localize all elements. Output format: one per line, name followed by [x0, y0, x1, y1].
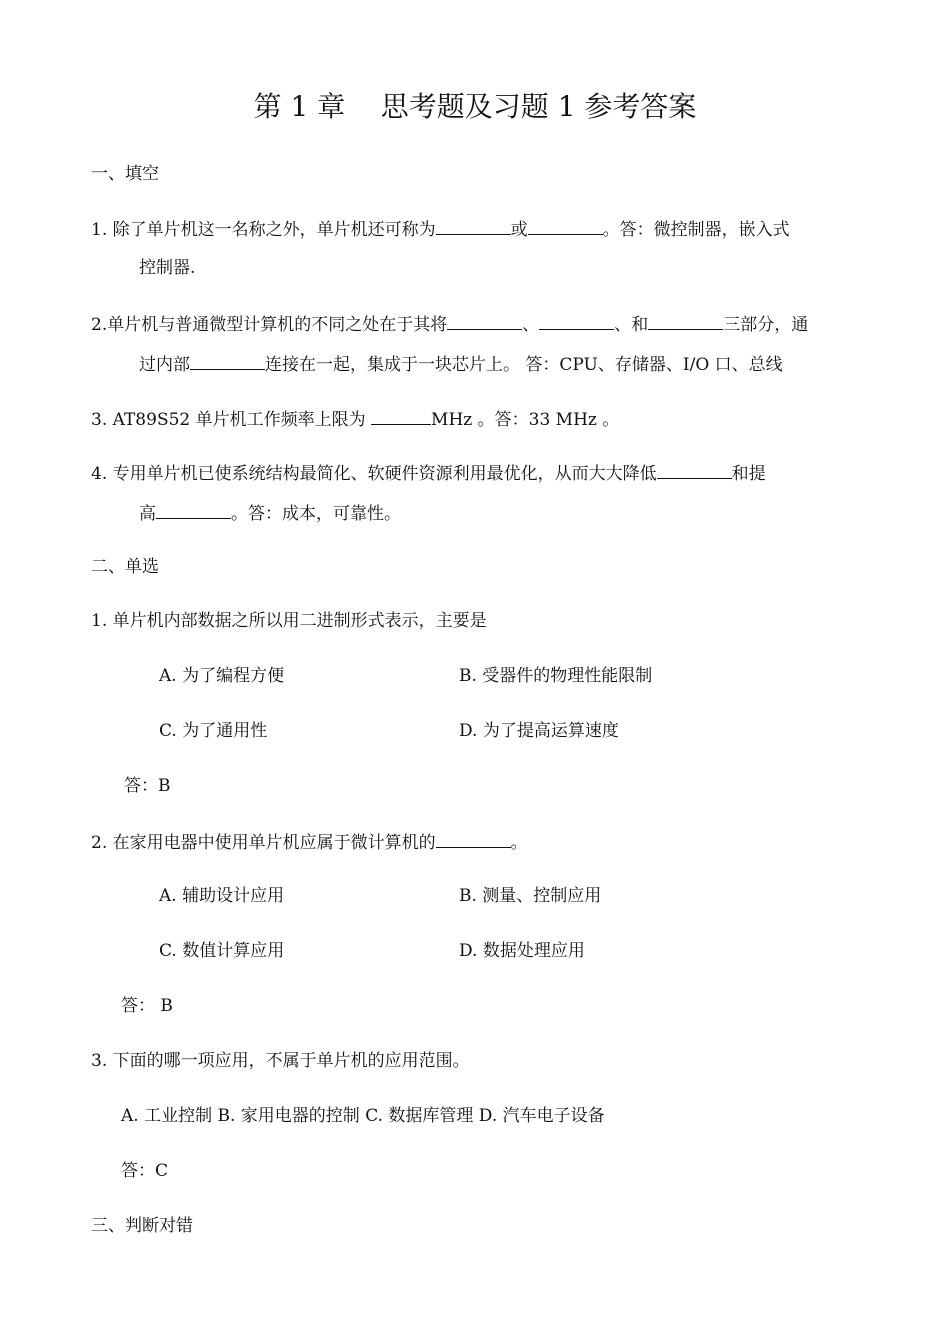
fill-q4-text-d: 。答：成本，可靠性。	[231, 504, 401, 524]
single-q1-option-b: B. 受器件的物理性能限制	[459, 666, 653, 686]
single-q2-option-b: B. 测量、控制应用	[459, 886, 602, 906]
section-heading-true-false: 三、判断对错	[91, 1216, 193, 1236]
fill-q4-text-b: 和提	[731, 464, 766, 484]
fill-question-1-line-1	[91, 216, 790, 242]
answer-blank	[528, 216, 603, 235]
fill-question-4-line-1	[91, 460, 766, 486]
fill-q1-text-c: 。答：微控制器，嵌入式	[602, 220, 790, 240]
fill-q4-text-c: 高	[139, 504, 156, 524]
single-question-2-stem	[91, 829, 528, 855]
single-q3-answer: 答：C	[121, 1161, 169, 1181]
answer-blank	[371, 406, 431, 425]
single-question-1-stem: 1. 单片机内部数据之所以用二进制形式表示，主要是	[91, 611, 487, 631]
single-q2-option-d: D. 数据处理应用	[459, 941, 585, 961]
answer-blank	[539, 311, 614, 330]
fill-question-3	[91, 406, 619, 432]
single-q1-option-a: A. 为了编程方便	[159, 666, 285, 686]
fill-q3-text-a: 3. AT89S52 单片机工作频率上限为	[91, 410, 372, 430]
fill-q1-text-a: 1. 除了单片机这一名称之外，单片机还可称为	[91, 220, 436, 240]
answer-blank	[648, 311, 723, 330]
fill-q2-text-f: 连接在一起，集成于一块芯片上。 答：CPU、存储器、I/O 口、总线	[265, 355, 783, 375]
answer-blank	[657, 460, 732, 479]
fill-q2-text-d: 三部分，通	[723, 315, 809, 335]
fill-q3-text-b: MHz 。答：33 MHz 。	[431, 410, 620, 430]
fill-q2-text-b: 、	[522, 315, 540, 335]
fill-q1-text-b: 或	[510, 220, 528, 240]
fill-q4-text-a: 4. 专用单片机已使系统结构最简化、软硬件资源利用最优化，从而大大降低	[91, 464, 657, 484]
single-q2-answer: 答： B	[121, 996, 173, 1016]
single-q2-stem-a: 2. 在家用电器中使用单片机应属于微计算机的	[91, 833, 436, 853]
page-title: 第 1 章 思考题及习题 1 参考答案	[253, 90, 697, 123]
answer-blank	[436, 216, 511, 235]
single-q2-option-c: C. 数值计算应用	[159, 941, 285, 961]
fill-question-1-line-2: 控制器.	[139, 258, 196, 278]
answer-blank	[447, 311, 522, 330]
single-q2-option-a: A. 辅助设计应用	[159, 886, 285, 906]
section-heading-fill: 一、填空	[91, 164, 159, 184]
single-q2-stem-b: 。	[510, 833, 528, 853]
fill-question-2-line-1	[91, 311, 808, 337]
fill-q2-text-c: 、和	[614, 315, 649, 335]
answer-blank	[436, 829, 511, 848]
section-heading-single-choice: 二、单选	[91, 557, 159, 577]
answer-blank	[190, 351, 265, 370]
single-question-3-stem: 3. 下面的哪一项应用，不属于单片机的应用范围。	[91, 1051, 470, 1071]
fill-question-4-line-2	[139, 500, 401, 526]
single-q1-option-d: D. 为了提高运算速度	[459, 721, 619, 741]
single-q1-option-c: C. 为了通用性	[159, 721, 268, 741]
single-q3-options: A. 工业控制 B. 家用电器的控制 C. 数据库管理 D. 汽车电子设备	[121, 1106, 605, 1126]
fill-q2-text-a: 2.单片机与普通微型计算机的不同之处在于其将	[91, 315, 448, 335]
answer-blank	[156, 500, 231, 519]
single-q1-answer: 答：B	[124, 776, 171, 796]
fill-question-2-line-2	[139, 351, 783, 377]
fill-q2-text-e: 过内部	[139, 355, 190, 375]
